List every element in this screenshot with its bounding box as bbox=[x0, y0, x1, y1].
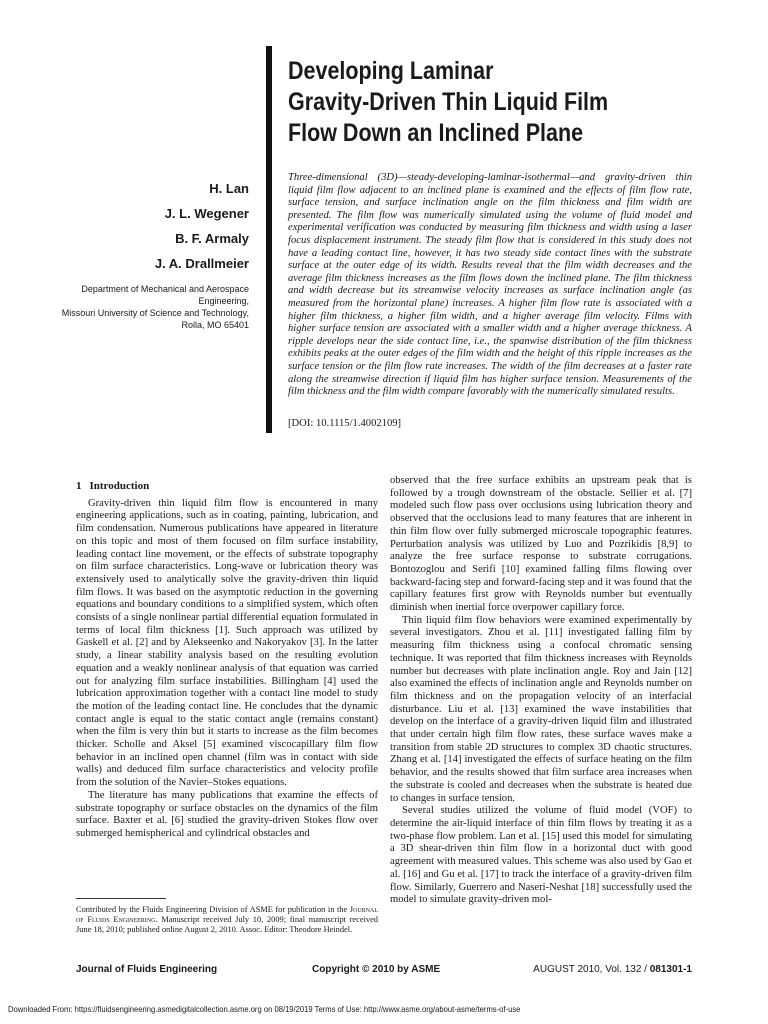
author-name: J. L. Wegener bbox=[164, 206, 249, 221]
author-name: H. Lan bbox=[209, 181, 249, 196]
footer-copyright: Copyright © 2010 by ASME bbox=[312, 964, 441, 975]
body-column-right bbox=[390, 475, 692, 907]
section-heading bbox=[76, 480, 378, 493]
footer-issue bbox=[533, 964, 692, 975]
author-name: J. A. Drallmeier bbox=[154, 256, 249, 271]
footnote-text: . Manuscript received July 10, 2009; final manuscript received June 18, 2010; published online August 2, 2010. Assoc. Editor: Theodore Heindel. bbox=[76, 915, 378, 934]
footnote bbox=[76, 905, 378, 935]
affiliation-line: Rolla, MO 65401 bbox=[181, 320, 249, 330]
author-name: B. F. Armaly bbox=[175, 231, 249, 246]
section-title: Introduction bbox=[89, 480, 150, 492]
footnote-text: Contributed by the Fluids Engineering Division of ASME for publication in the bbox=[76, 905, 348, 914]
footnote-journal: Journal of Fluids Engineering bbox=[76, 905, 379, 924]
footnote-rule bbox=[76, 898, 166, 899]
section-number: 1 bbox=[76, 480, 82, 492]
paragraph: Gravity-driven thin liquid film flow is encountered in many engineering applications, such as in coating, painting, lubrication, and film condensation. Numerous publications have appeared in literature on this topic and most of them focused on film surface instability, leading contact line movement, or the effects of substrate topography on film surface characteristics. Long-wave or lubrication theory was extensively used to analytically solve the gravity-driven thin liquid film flows. It was based on the asymptotic reduction in the governing equations and boundary conditions to a simplified system, which often consists of a single nonlinear partial differential equation formulated in terms of local film thickness [1]. Such approach was utilized by Gaskell et al. [2] and by Alekseenko and Nakoryakov [3]. In the latter study, a linear stability analysis based on the resulting evolution equation and a weakly nonlinear analysis of that equation was carried out for analyzing film surface instabilities. Billingham [4] used the lubrication approximation together with a contact line model to study the motion of the leading contact line. He concludes that the dynamic contact angle is equal to the static contact angle (remains constant) when the film is very thin but it starts to increase as the film becomes thicker. Scholle and Aksel [5] examined viscocapillary film flow behavior in an inclined open channel (film was in contact with side walls) and deduced film surface characteristics and velocity profile from the solution of the Navier–Stokes equations. bbox=[76, 497, 378, 789]
title-line: Developing Laminar bbox=[288, 57, 494, 85]
body-column-left bbox=[76, 480, 378, 841]
doi-link[interactable]: [DOI: 10.1115/1.4002109] bbox=[288, 418, 402, 429]
footer-journal: Journal of Fluids Engineering bbox=[76, 964, 218, 975]
paragraph: observed that the free surface exhibits an upstream peak that is followed by a trough downstream of the obstacle. Sellier et al. [7] modeled such flow pass over occlusions using lubrication theory and observed that the occlusions lead to many features that are inherent in thin film flow over fully submerged microscale topographic features. Perturbation analysis was utilized by Luo and Pozrikidis [8,9] to analyze the free surface response to substrate corrugations. Bontozoglou and Serifi [10] examined falling films flowing over backward-facing step and forward-facing step and it was found that the capillary features first grow with Reynolds number but eventually diminish when inertial force overpower capillary force. bbox=[390, 475, 692, 614]
title-line: Flow Down an Inclined Plane bbox=[288, 119, 584, 147]
paper-title bbox=[288, 56, 684, 149]
paragraph: Thin liquid film flow behaviors were examined experimentally by several investigators. Zhou et al. [11] investigated falling film by measuring film thickness using a confocal chromatic sensing technique. It was reported that film thickness increases with Reynolds number but decreases with plate inclination angle. Roy and Jain [12] also examined the effects of inclination angle and Reynolds number on film thickness and on the propagation velocity of an interfacial disturbance. Liu et al. [13] examined the wave instabilities that develop on the interface of a gravity-driven liquid film and illustrated that under certain high film flow rates, these surface waves make a transition from stable 2D structures to complex 3D chaotic structures. Zhang et al. [14] investigated the effects of surface heating on the film behavior, and the results showed that film surface area increases when the substrate is cooled and decreases when the substrate is heated due to changes in surface tension. bbox=[390, 614, 692, 804]
author-list bbox=[0, 176, 249, 276]
paragraph: Several studies utilized the volume of fluid model (VOF) to determine the air-liquid interface of thin film flows by treating it as a two-phase flow problem. Lan et al. [15] used this model for simulating a 3D shear-driven thin film flow in a horizontal duct with good agreement with measured values. This scheme was also used by Gao et al. [16] and Gu et al. [17] to track the interface of a gravity-driven film flow. Similarly, Guerrero and Naseri-Neshat [18] successfully used the model to simulate gravity-driven mol- bbox=[390, 805, 692, 906]
abstract: Three-dimensional (3D)—steady-developing-laminar-isothermal—and gravity-driven thin liquid film flow adjacent to an inclined plane is examined and the effects of film flow rate, surface tension, and surface inclination angle on the film thickness and film width are presented. The film flow was numerically simulated using the volume of fluid model and experimental verification was conducted by measuring film thickness and width using a laser focus displacement instrument. The steady film flow that is considered in this study does not have a leading contact line, however, it has two steady side contact lines with the substrate surface at the outer edge of its width. Results reveal that the film width decreases and the average film thickness increases as the film flows down the inclined plane. The film thickness and width decrease but its streamwise velocity increases as surface inclination angle (as measured from the horizontal plane) increases. A higher film flow rate is associated with a higher film thickness, a higher film width, and a higher average film velocity. Films with higher surface tension are associated with a smaller width and a higher average thickness. A ripple develops near the side contact line, i.e., the spanwise distribution of the film thickness exhibits peaks at the outer edges of the film width and the height of this ripple increases as the surface tension or the film flow rate increases. The width of the film decreases at a faster rate along the streamwise direction if liquid film has higher surface tension. Measurements of the film thickness and the film width compare favorably with the numerically simulated results. bbox=[288, 172, 692, 398]
paragraph: The literature has many publications that examine the effects of substrate topography or surface obstacles on the dynamics of the film surface. Baxter et al. [6] studied the gravity-driven Stokes flow over submerged hemispherical and cylindrical obstacles and bbox=[76, 789, 378, 839]
title-accent-bar bbox=[266, 46, 272, 433]
affiliation-line: Department of Mechanical and Aerospace bbox=[81, 284, 249, 294]
affiliation bbox=[0, 283, 249, 331]
download-notice: Downloaded From: https://fluidsengineering.asmedigitalcollection.asme.org on 08/19/2019 Terms of Use: http://www.asme.org/about-asme/terms-of-use bbox=[8, 1004, 521, 1014]
title-line: Gravity-Driven Thin Liquid Film bbox=[288, 88, 609, 116]
footer-article-number: 081301-1 bbox=[649, 964, 692, 975]
affiliation-line: Engineering, bbox=[198, 296, 249, 306]
affiliation-line: Missouri University of Science and Technology, bbox=[61, 308, 249, 318]
footer-issue-text: AUGUST 2010, Vol. 132 / bbox=[533, 964, 647, 975]
